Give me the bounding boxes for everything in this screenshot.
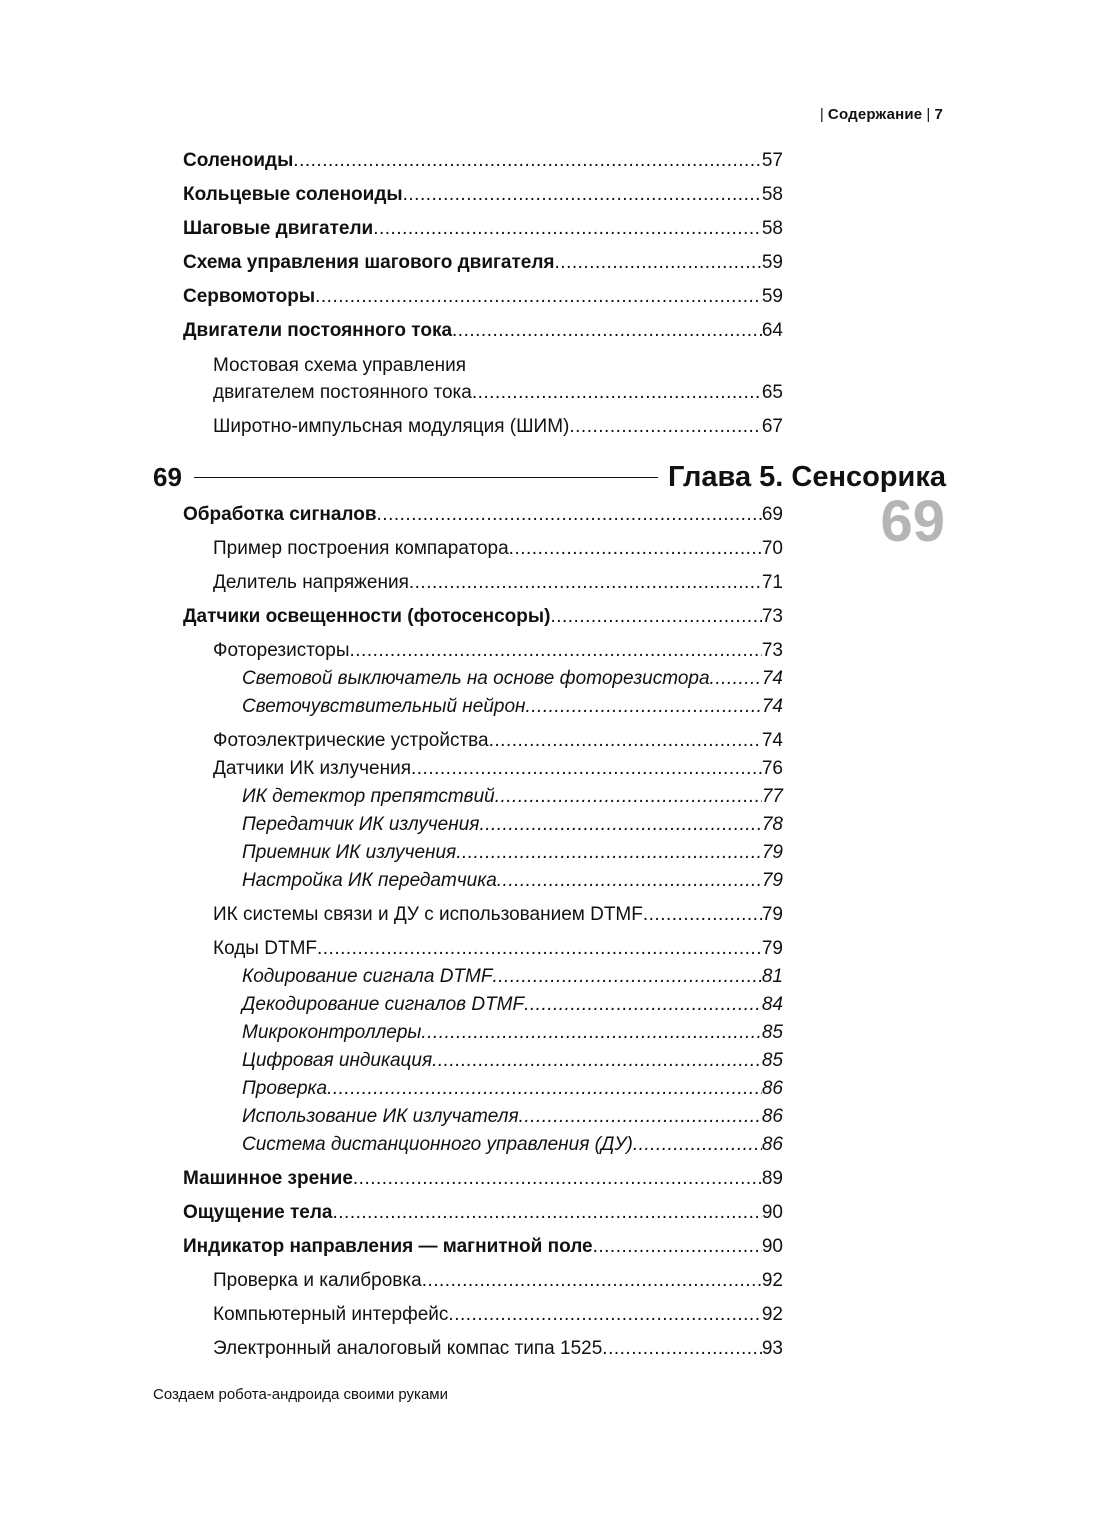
toc-entry[interactable] (183, 1166, 783, 1192)
toc-entry-page: 79 (761, 938, 783, 959)
toc-entry-page: 58 (761, 218, 783, 239)
toc-entry[interactable] (183, 666, 783, 692)
toc-entry[interactable] (183, 182, 783, 208)
toc-entry-title: Пример построения компаратора (213, 538, 509, 559)
toc-entry-title: Мостовая схема управления (213, 355, 467, 376)
toc-entry-title: Коды DTMF (213, 938, 317, 959)
toc-entry-title: Фотоэлектрические устройства (213, 730, 489, 751)
toc-entry[interactable] (183, 784, 783, 810)
toc-entry[interactable] (183, 812, 783, 838)
toc-leader (411, 756, 762, 782)
toc-entry-title: Индикатор направления — магнитной поле (183, 1236, 593, 1257)
toc-entry-page: 69 (761, 504, 783, 525)
toc-section-after (183, 502, 783, 1362)
toc-entry-line (213, 380, 783, 406)
toc-entry-page: 59 (761, 252, 783, 273)
toc-leader (519, 1104, 762, 1130)
toc-entry-title: Микроконтроллеры (242, 1022, 422, 1043)
toc-entry-title: Делитель напряжения (213, 572, 409, 593)
toc-entry-page: 78 (761, 814, 783, 835)
toc-entry[interactable] (183, 318, 783, 344)
toc-entry-title: Проверка и калибровка (213, 1270, 422, 1291)
toc-entry-title: Сервомоторы (183, 286, 316, 307)
toc-entry[interactable] (183, 728, 783, 754)
toc-entry-page: 85 (761, 1022, 783, 1043)
toc-leader (602, 1336, 762, 1362)
toc-leader (448, 1302, 761, 1328)
toc-leader (432, 1048, 762, 1074)
toc-entry-page: 74 (761, 730, 783, 751)
toc-leader (555, 250, 762, 276)
footer-book-title: Создаем робота-андроида своими руками (153, 1386, 448, 1403)
toc-entry[interactable] (183, 1076, 783, 1102)
toc-entry-title: Декодирование сигналов DTMF (242, 994, 525, 1015)
toc-leader (349, 638, 761, 664)
toc-leader (327, 1076, 762, 1102)
toc-entry[interactable] (183, 570, 783, 596)
toc-leader (452, 318, 762, 344)
toc-entry-title: двигателем постоянного тока (213, 382, 472, 403)
toc-entry-title: Кольцевые соленоиды (183, 184, 403, 205)
toc-entry-page: 86 (761, 1078, 783, 1099)
toc-entry[interactable] (183, 964, 783, 990)
toc-entry-title: Широтно-импульсная модуляция (ШИМ) (213, 416, 570, 437)
header-divider: | (819, 106, 824, 123)
toc-entry-title: Соленоиды (183, 150, 294, 171)
toc-entry[interactable] (183, 414, 783, 440)
toc-entry-page: 79 (761, 904, 783, 925)
toc-entry[interactable] (183, 992, 783, 1018)
toc-leader (525, 694, 761, 720)
toc-leader (509, 536, 762, 562)
toc-entry-title: Ощущение тела (183, 1202, 333, 1223)
toc-entry-page: 59 (761, 286, 783, 307)
toc-entry-page: 79 (761, 870, 783, 891)
toc-leader (524, 992, 762, 1018)
toc-leader (479, 812, 761, 838)
toc-entry[interactable] (183, 1132, 783, 1158)
chapter-rule (194, 477, 658, 478)
toc-entry[interactable] (183, 1200, 783, 1226)
header-divider: | (926, 106, 931, 123)
toc-leader (421, 1020, 761, 1046)
chapter-big-number: 69 (880, 489, 945, 554)
toc-entry-page: 81 (761, 966, 783, 987)
toc-leader (495, 784, 762, 810)
toc-entry-page: 79 (761, 842, 783, 863)
toc-entry-page: 74 (761, 696, 783, 717)
toc-leader (373, 216, 762, 242)
toc-leader (317, 936, 762, 962)
toc-entry[interactable] (183, 1020, 783, 1046)
toc-leader (403, 182, 762, 208)
toc-entry-page: 67 (761, 416, 783, 437)
toc-leader (492, 964, 761, 990)
toc-entry-page: 90 (761, 1236, 783, 1257)
toc-entry-title: Обработка сигналов (183, 504, 377, 525)
toc-entry-title: Цифровая индикация (242, 1050, 433, 1071)
toc-leader (643, 902, 762, 928)
toc-entry-page: 57 (761, 150, 783, 171)
toc-entry-title: Настройка ИК передатчика (242, 870, 497, 891)
toc-entry[interactable] (183, 694, 783, 720)
toc-entry-page: 73 (761, 606, 783, 627)
toc-entry-page: 89 (761, 1168, 783, 1189)
toc-entry-title: Датчики ИК излучения (213, 758, 411, 779)
toc-entry-title: Светочувствительный нейрон (242, 696, 526, 717)
toc-entry-page: 92 (761, 1304, 783, 1325)
toc-entry[interactable] (183, 868, 783, 894)
header-page-number: 7 (934, 106, 943, 123)
toc-entry[interactable] (183, 1104, 783, 1130)
toc-entry[interactable] (183, 536, 783, 562)
toc-leader (593, 1234, 762, 1260)
toc-entry[interactable] (183, 1336, 783, 1362)
toc-entry-page: 71 (761, 572, 783, 593)
toc-leader (710, 666, 762, 692)
toc-entry-page: 92 (761, 1270, 783, 1291)
toc-entry[interactable] (183, 250, 783, 276)
toc-entry[interactable] (183, 352, 783, 406)
toc-entry-page: 73 (761, 640, 783, 661)
toc-entry-page: 76 (761, 758, 783, 779)
toc-entry-page: 90 (761, 1202, 783, 1223)
toc-entry-page: 93 (761, 1338, 783, 1359)
toc-entry[interactable] (183, 756, 783, 782)
toc-section-before (183, 148, 783, 440)
toc-entry-title: Компьютерный интерфейс (213, 1304, 449, 1325)
toc-leader (633, 1132, 762, 1158)
toc-entry-page: 77 (761, 786, 783, 807)
toc-leader (456, 840, 762, 866)
toc-entry-page: 86 (761, 1106, 783, 1127)
toc-entry[interactable] (183, 216, 783, 242)
toc-entry-title: Двигатели постоянного тока (183, 320, 453, 341)
toc-entry[interactable] (183, 148, 783, 174)
toc-entry[interactable] (183, 502, 783, 528)
toc-leader (409, 570, 762, 596)
toc-entry-title: Световой выключатель на основе фоторезистора (242, 668, 710, 689)
toc-entry-page: 86 (761, 1134, 783, 1155)
toc-entry-title: Кодирование сигнала DTMF (242, 966, 493, 987)
toc-entry-title: ИК системы связи и ДУ с использованием DTMF (213, 904, 643, 925)
toc-entry-page: 70 (761, 538, 783, 559)
toc-entry[interactable] (183, 902, 783, 928)
toc-entry-title: Передатчик ИК излучения (242, 814, 480, 835)
toc-leader (353, 1166, 762, 1192)
toc-entry-title: Проверка (242, 1078, 328, 1099)
toc-entry-page: 65 (761, 382, 783, 403)
toc-entry-title: Датчики освещенности (фотосенсоры) (183, 606, 551, 627)
chapter-title[interactable]: Глава 5. Сенсорика (667, 460, 946, 493)
toc-entry-title: Фоторезисторы (213, 640, 350, 661)
toc-entry-page: 85 (761, 1050, 783, 1071)
toc-entry-page: 58 (761, 184, 783, 205)
toc-leader (497, 868, 762, 894)
chapter-heading (153, 458, 946, 496)
toc-leader (315, 284, 762, 310)
running-head (816, 106, 943, 123)
toc-leader (293, 148, 762, 174)
toc-entry-title: Приемник ИК излучения (242, 842, 457, 863)
toc-entry-page: 84 (761, 994, 783, 1015)
toc-entry[interactable] (183, 638, 783, 664)
toc-leader (377, 502, 762, 528)
toc-entry[interactable] (183, 604, 783, 630)
toc-entry[interactable] (183, 1302, 783, 1328)
toc-leader (422, 1268, 762, 1294)
chapter-start-page: 69 (153, 461, 182, 492)
toc-leader (569, 414, 761, 440)
toc-entry-page: 64 (761, 320, 783, 341)
toc-leader (333, 1200, 762, 1226)
toc-entry-title: Использование ИК излучателя (242, 1106, 519, 1127)
toc-entry-title: Электронный аналоговый компас типа 1525 (213, 1338, 603, 1359)
toc-entry-title: Схема управления шагового двигателя (183, 252, 555, 273)
toc-entry[interactable] (183, 284, 783, 310)
toc-leader (489, 728, 762, 754)
toc-entry-page: 74 (761, 668, 783, 689)
toc-entry[interactable] (183, 936, 783, 962)
toc-entry-title: Шаговые двигатели (183, 218, 374, 239)
toc-entry[interactable] (183, 1234, 783, 1260)
toc-entry-title: Машинное зрение (183, 1168, 353, 1189)
toc-leader (472, 380, 762, 406)
toc-entry[interactable] (183, 1048, 783, 1074)
header-section: Содержание (827, 106, 923, 123)
toc-entry[interactable] (183, 840, 783, 866)
toc-entry-title: Система дистанционного управления (ДУ) (242, 1134, 633, 1155)
toc-entry[interactable] (183, 1268, 783, 1294)
toc-leader (550, 604, 761, 630)
toc-entry-title: ИК детектор препятствий (242, 786, 495, 807)
